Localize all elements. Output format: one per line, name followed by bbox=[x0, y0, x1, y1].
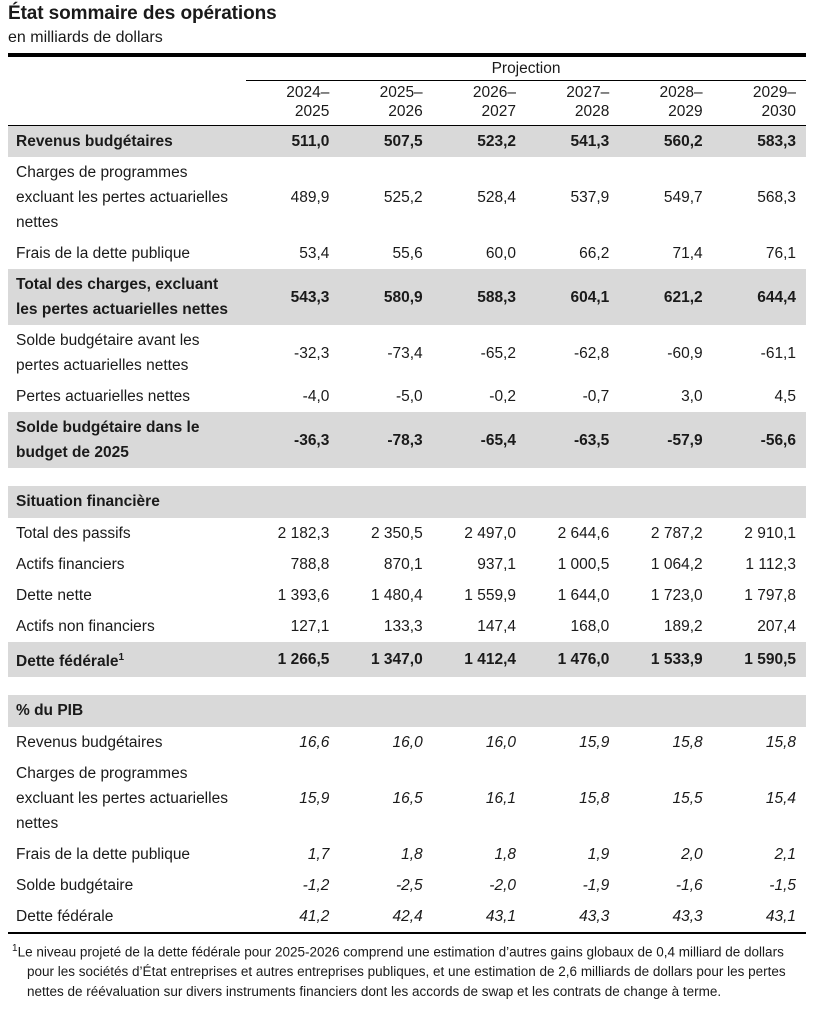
cell-percent_gdp-r4-c2: 43,1 bbox=[485, 908, 516, 926]
projection-header-row bbox=[8, 57, 806, 81]
cell-financial_position-r3-c0: 127,1 bbox=[290, 618, 330, 635]
cell-operations-r0-c4: 560,2 bbox=[619, 126, 712, 158]
cell-percent_gdp-r3-c3: -1,9 bbox=[582, 877, 610, 895]
table-row bbox=[8, 412, 806, 468]
column-header-year-2: 2025– 2026 bbox=[339, 81, 432, 126]
cell-operations-r1-c3: 537,9 bbox=[570, 189, 610, 206]
cell-financial_position-r1-c5: 1 112,3 bbox=[745, 556, 796, 573]
year-header-label-cell bbox=[8, 81, 246, 126]
row-label: Solde budgétaire avant les pertes actuarielles nettes bbox=[16, 332, 200, 374]
cell-financial_position-r0-c4: 2 787,2 bbox=[650, 525, 703, 542]
cell-operations-r5-c5: 4,5 bbox=[774, 388, 796, 405]
cell-financial_position-r4-c3: 1 476,0 bbox=[526, 642, 619, 677]
table-row bbox=[8, 381, 806, 412]
section-heading-fill bbox=[246, 486, 806, 518]
cell-financial_position-r2-c4: 1 723,0 bbox=[650, 587, 703, 604]
cell-operations-r3-c5: 644,4 bbox=[713, 269, 806, 325]
row-label: Total des passifs bbox=[16, 525, 131, 542]
section-spacer bbox=[8, 677, 806, 695]
row-label: Revenus budgétaires bbox=[16, 734, 163, 752]
section-heading-fill bbox=[246, 695, 806, 727]
column-header-year-6: 2029– 2030 bbox=[713, 81, 806, 126]
year-header-row bbox=[8, 81, 806, 126]
cell-financial_position-r2-c1: 1 480,4 bbox=[370, 587, 423, 604]
cell-financial_position-r1-c3: 1 000,5 bbox=[557, 556, 610, 573]
cell-financial_position-r3-c2: 147,4 bbox=[477, 618, 516, 635]
cell-percent_gdp-r4-c3: 43,3 bbox=[579, 908, 610, 926]
table-row bbox=[8, 549, 806, 580]
cell-operations-r0-c2: 523,2 bbox=[433, 126, 526, 158]
row-footnote-marker: 1 bbox=[118, 652, 125, 663]
cell-financial_position-r0-c0: 2 182,3 bbox=[277, 525, 330, 542]
table-footnote bbox=[8, 939, 806, 1001]
cell-financial_position-r0-c2: 2 497,0 bbox=[464, 525, 516, 542]
cell-operations-r2-c5: 76,1 bbox=[765, 245, 796, 262]
page-subtitle: en milliards de dollars bbox=[8, 29, 163, 46]
cell-financial_position-r1-c1: 870,1 bbox=[383, 556, 423, 573]
cell-operations-r2-c1: 55,6 bbox=[392, 245, 423, 262]
cell-percent_gdp-r2-c0: 1,7 bbox=[307, 846, 330, 864]
table-row bbox=[8, 901, 806, 933]
cell-percent_gdp-r1-c3: 15,8 bbox=[579, 790, 610, 808]
footnote-marker: 1 bbox=[12, 943, 18, 955]
cell-operations-r6-c0: -36,3 bbox=[246, 412, 339, 468]
row-label: Frais de la dette publique bbox=[16, 846, 191, 864]
cell-operations-r3-c2: 588,3 bbox=[433, 269, 526, 325]
cell-operations-r5-c2: -0,2 bbox=[489, 388, 516, 405]
table-row bbox=[8, 157, 806, 238]
cell-percent_gdp-r4-c5: 43,1 bbox=[765, 908, 796, 926]
cell-operations-r4-c4: -60,9 bbox=[667, 344, 703, 362]
cell-financial_position-r3-c3: 168,0 bbox=[570, 618, 610, 635]
cell-financial_position-r2-c3: 1 644,0 bbox=[557, 587, 610, 604]
table-row bbox=[8, 238, 806, 269]
cell-percent_gdp-r4-c4: 43,3 bbox=[672, 908, 703, 926]
row-label: Solde budgétaire bbox=[16, 877, 134, 895]
cell-operations-r1-c0: 489,9 bbox=[290, 189, 330, 206]
projection-label: Projection bbox=[246, 57, 806, 81]
section-heading-percent_gdp: % du PIB bbox=[8, 695, 246, 727]
cell-operations-r6-c2: -65,4 bbox=[433, 412, 526, 468]
page-title: État sommaire des opérations bbox=[8, 3, 277, 24]
table-row bbox=[8, 839, 806, 870]
table-row bbox=[8, 758, 806, 839]
cell-percent_gdp-r0-c5: 15,8 bbox=[765, 734, 796, 752]
table-row bbox=[8, 518, 806, 549]
cell-operations-r2-c4: 71,4 bbox=[672, 245, 703, 262]
summary-operations-table bbox=[8, 53, 806, 934]
cell-financial_position-r3-c1: 133,3 bbox=[383, 618, 423, 635]
cell-financial_position-r4-c2: 1 412,4 bbox=[433, 642, 526, 677]
row-label: Dette fédérale$^1$ bbox=[8, 642, 246, 677]
cell-operations-r3-c3: 604,1 bbox=[526, 269, 619, 325]
cell-financial_position-r4-c1: 1 347,0 bbox=[339, 642, 432, 677]
cell-percent_gdp-r2-c3: 1,9 bbox=[587, 846, 610, 864]
cell-percent_gdp-r4-c0: 41,2 bbox=[299, 908, 330, 926]
column-header-year-1: 2024– 2025 bbox=[246, 81, 339, 126]
row-label: Total des charges, excluant les pertes actuarielles nettes bbox=[8, 269, 246, 325]
cell-operations-r3-c1: 580,9 bbox=[339, 269, 432, 325]
table-row bbox=[8, 642, 806, 677]
cell-operations-r5-c1: -5,0 bbox=[395, 388, 423, 405]
column-header-year-4: 2027– 2028 bbox=[526, 81, 619, 126]
cell-percent_gdp-r3-c0: -1,2 bbox=[302, 877, 330, 895]
cell-operations-r4-c5: -61,1 bbox=[760, 344, 796, 362]
cell-percent_gdp-r1-c1: 16,5 bbox=[392, 790, 423, 808]
cell-financial_position-r3-c4: 189,2 bbox=[663, 618, 703, 635]
row-label: Solde budgétaire dans le budget de 2025 bbox=[8, 412, 246, 468]
cell-operations-r5-c0: -4,0 bbox=[302, 388, 330, 405]
cell-percent_gdp-r2-c4: 2,0 bbox=[681, 846, 703, 864]
cell-percent_gdp-r2-c5: 2,1 bbox=[774, 846, 796, 864]
cell-financial_position-r1-c0: 788,8 bbox=[290, 556, 330, 573]
cell-operations-r0-c0: 511,0 bbox=[246, 126, 339, 158]
cell-operations-r1-c5: 568,3 bbox=[757, 189, 796, 206]
cell-financial_position-r0-c1: 2 350,5 bbox=[370, 525, 423, 542]
cell-percent_gdp-r0-c2: 16,0 bbox=[485, 734, 516, 752]
table-row bbox=[8, 580, 806, 611]
cell-operations-r4-c3: -62,8 bbox=[573, 344, 610, 362]
cell-percent_gdp-r2-c2: 1,8 bbox=[494, 846, 516, 864]
row-label: Charges de programmes excluant les pertes actuarielles nettes bbox=[16, 765, 228, 833]
section-heading-row-financial_position bbox=[8, 486, 806, 518]
cell-percent_gdp-r1-c5: 15,4 bbox=[765, 790, 796, 808]
cell-financial_position-r3-c5: 207,4 bbox=[757, 618, 796, 635]
cell-operations-r4-c2: -65,2 bbox=[480, 344, 516, 362]
cell-operations-r1-c4: 549,7 bbox=[663, 189, 703, 206]
row-label: Revenus budgétaires bbox=[8, 126, 246, 158]
cell-operations-r0-c3: 541,3 bbox=[526, 126, 619, 158]
cell-financial_position-r0-c3: 2 644,6 bbox=[557, 525, 610, 542]
column-header-year-3: 2026– 2027 bbox=[433, 81, 526, 126]
cell-percent_gdp-r3-c2: -2,0 bbox=[489, 877, 516, 895]
section-heading-row-percent_gdp bbox=[8, 695, 806, 727]
column-header-year-5: 2028– 2029 bbox=[619, 81, 712, 126]
cell-operations-r6-c4: -57,9 bbox=[619, 412, 712, 468]
cell-financial_position-r2-c5: 1 797,8 bbox=[744, 587, 796, 604]
table-bottom-rule bbox=[8, 933, 806, 934]
cell-operations-r5-c4: 3,0 bbox=[681, 388, 703, 405]
cell-financial_position-r4-c0: 1 266,5 bbox=[246, 642, 339, 677]
table-row bbox=[8, 325, 806, 381]
table-row bbox=[8, 727, 806, 758]
cell-financial_position-r2-c0: 1 393,6 bbox=[277, 587, 330, 604]
cell-percent_gdp-r0-c0: 16,6 bbox=[299, 734, 330, 752]
summary-operations-table-page bbox=[0, 2, 814, 1026]
cell-percent_gdp-r1-c4: 15,5 bbox=[672, 790, 703, 808]
cell-percent_gdp-r1-c0: 15,9 bbox=[299, 790, 330, 808]
cell-percent_gdp-r3-c4: -1,6 bbox=[675, 877, 703, 895]
table-row bbox=[8, 870, 806, 901]
cell-operations-r6-c5: -56,6 bbox=[713, 412, 806, 468]
cell-percent_gdp-r3-c1: -2,5 bbox=[395, 877, 423, 895]
cell-percent_gdp-r2-c1: 1,8 bbox=[401, 846, 423, 864]
section-heading-financial_position: Situation financière bbox=[8, 486, 246, 518]
cell-percent_gdp-r0-c4: 15,8 bbox=[672, 734, 703, 752]
row-label: Dette nette bbox=[16, 587, 92, 604]
cell-financial_position-r4-c5: 1 590,5 bbox=[713, 642, 806, 677]
cell-operations-r3-c4: 621,2 bbox=[619, 269, 712, 325]
cell-financial_position-r1-c4: 1 064,2 bbox=[650, 556, 703, 573]
cell-operations-r2-c0: 53,4 bbox=[299, 245, 330, 262]
table-row bbox=[8, 126, 806, 158]
cell-operations-r4-c1: -73,4 bbox=[387, 344, 423, 362]
cell-financial_position-r4-c4: 1 533,9 bbox=[619, 642, 712, 677]
cell-operations-r2-c3: 66,2 bbox=[579, 245, 610, 262]
row-label: Actifs financiers bbox=[16, 556, 125, 573]
cell-operations-r3-c0: 543,3 bbox=[246, 269, 339, 325]
cell-operations-r1-c2: 528,4 bbox=[477, 189, 516, 206]
cell-percent_gdp-r4-c1: 42,4 bbox=[392, 908, 423, 926]
projection-header-spacer bbox=[8, 57, 246, 81]
cell-percent_gdp-r3-c5: -1,5 bbox=[769, 877, 796, 895]
row-label: Actifs non financiers bbox=[16, 618, 155, 635]
cell-operations-r1-c1: 525,2 bbox=[383, 189, 423, 206]
cell-operations-r5-c3: -0,7 bbox=[582, 388, 610, 405]
section-spacer bbox=[8, 468, 806, 486]
row-label: Dette fédérale bbox=[16, 908, 114, 926]
cell-financial_position-r2-c2: 1 559,9 bbox=[464, 587, 516, 604]
cell-operations-r6-c1: -78,3 bbox=[339, 412, 432, 468]
table-row bbox=[8, 611, 806, 642]
cell-operations-r0-c1: 507,5 bbox=[339, 126, 432, 158]
cell-operations-r2-c2: 60,0 bbox=[485, 245, 516, 262]
row-label: Frais de la dette publique bbox=[16, 245, 191, 262]
cell-financial_position-r0-c5: 2 910,1 bbox=[744, 525, 796, 542]
row-label: Charges de programmes excluant les pertes actuarielles nettes bbox=[16, 164, 228, 231]
cell-operations-r6-c3: -63,5 bbox=[526, 412, 619, 468]
table-row bbox=[8, 269, 806, 325]
cell-operations-r0-c5: 583,3 bbox=[713, 126, 806, 158]
cell-percent_gdp-r1-c2: 16,1 bbox=[485, 790, 516, 808]
cell-percent_gdp-r0-c3: 15,9 bbox=[579, 734, 610, 752]
row-label: Pertes actuarielles nettes bbox=[16, 388, 191, 405]
footnote-text: Le niveau projeté de la dette fédérale pour 2025-2026 comprend une estimation d’autres gains globaux de 0,4 milliard de dollars pour les sociétés d’État entreprises et autres entreprises publiques, et une estimation de 2,6 milliards de dollars pour les pertes nettes de réévaluation sur divers instruments financiers dont les accords de swap et les contrats de change à terme. bbox=[17, 944, 786, 999]
cell-operations-r4-c0: -32,3 bbox=[294, 344, 330, 362]
cell-percent_gdp-r0-c1: 16,0 bbox=[392, 734, 423, 752]
cell-financial_position-r1-c2: 937,1 bbox=[477, 556, 516, 573]
